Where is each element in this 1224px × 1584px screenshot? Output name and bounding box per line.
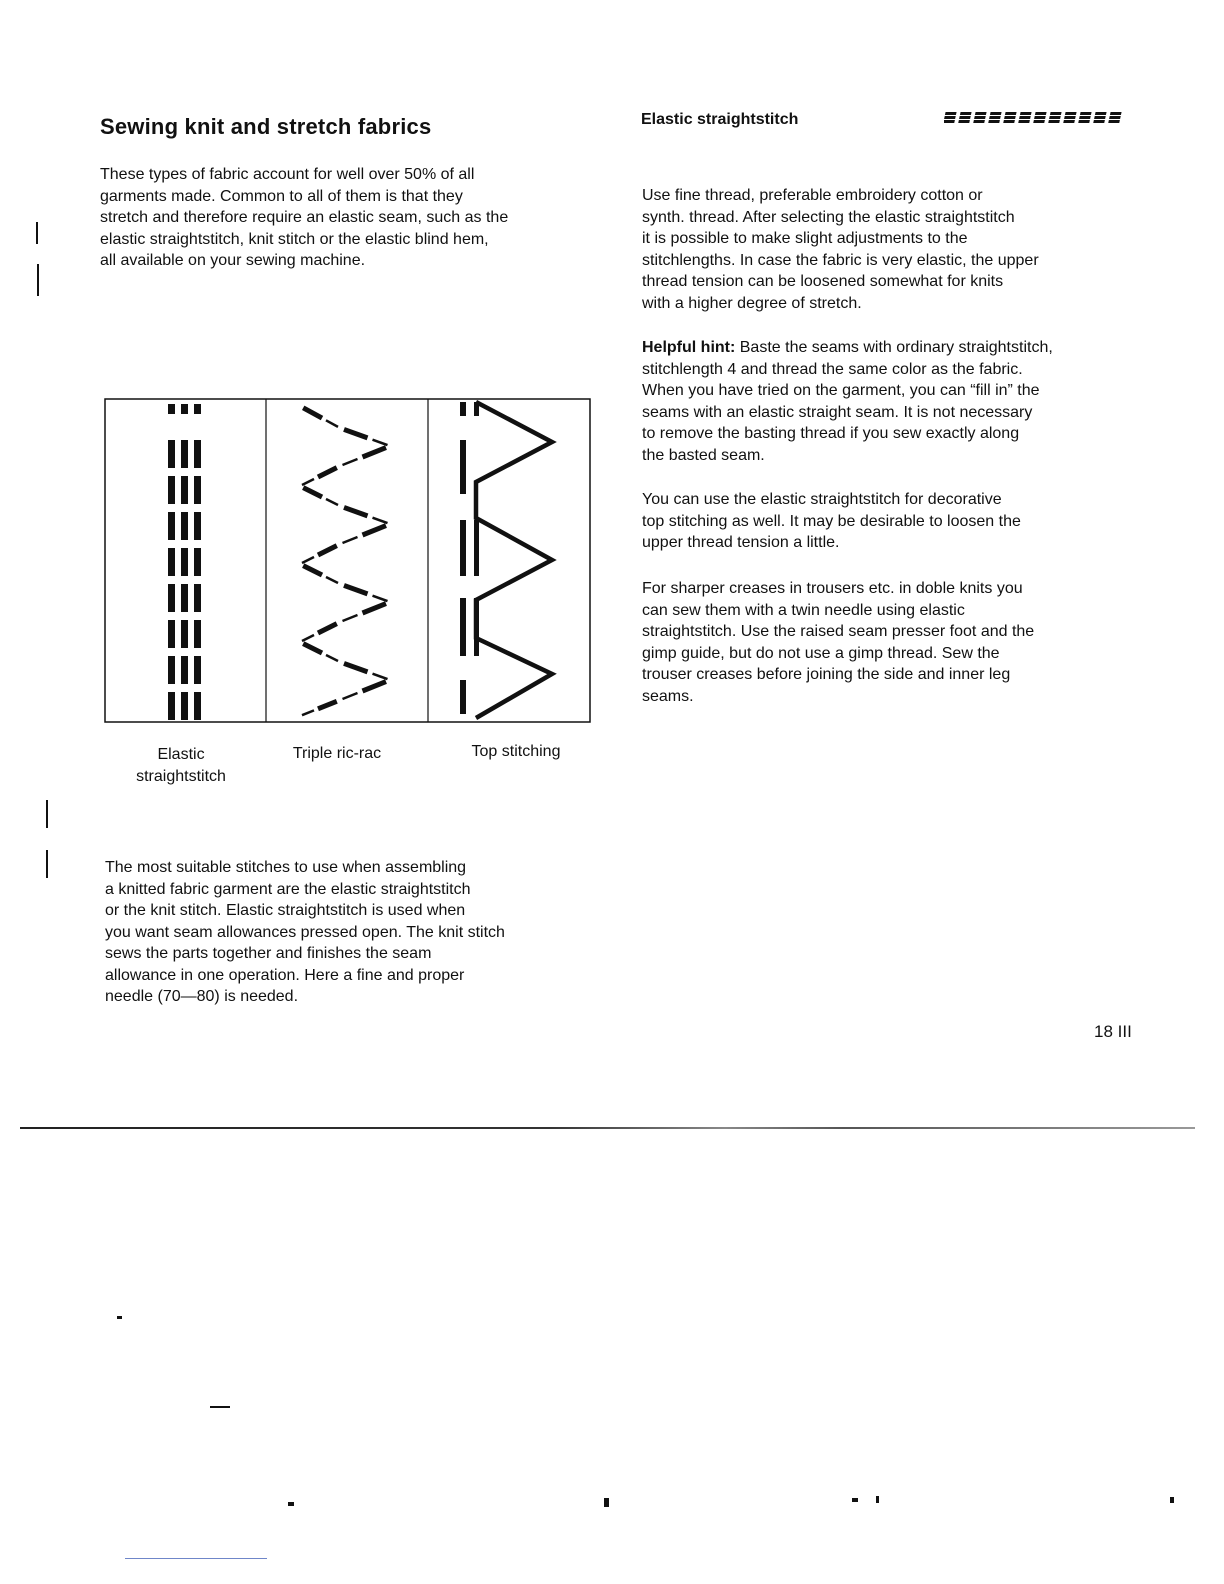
stitch-dash [168,548,175,576]
pattern-dash [1079,116,1091,119]
pattern-dash [1035,112,1047,115]
pattern-dash [1065,112,1077,115]
pattern-dash [973,120,985,123]
pattern-dash [1050,112,1062,115]
ricrac-stroke [373,440,388,445]
ricrac-stroke [363,526,387,535]
pattern-dash [944,116,956,119]
pattern-dash [1018,120,1030,123]
ricrac-stroke [303,408,322,418]
pattern-dash [990,112,1002,115]
triple-ric-rac-sample [302,408,388,715]
ricrac-stroke [302,557,314,563]
stitch-dash [168,476,175,504]
pattern-dash [1048,120,1060,123]
ricrac-stroke [373,596,388,601]
ricrac-stroke [326,499,338,505]
stitch-dash [181,440,188,468]
top-stitch-bar [460,402,466,416]
pattern-dash [1020,112,1032,115]
intro-paragraph: These types of fabric account for well over 50% of all garments made. Common to all of them is that they stretch and therefore require an elastic seam, such as the elastic straightstitch, knit stitch or the elastic blind hem, all available on your sewing machine. [100,166,509,269]
scan-mark [46,850,48,878]
scan-mark [46,800,48,828]
pattern-dash [1064,116,1076,119]
thread-paragraph: Use fine thread, preferable embroidery cotton or synth. thread. After selecting the elastic straightstitch it is possible to make slight adjustments to the stitchlengths. In case the fabric is very elastic, the upper thread tension can be loosened somewhat for knits with a higher degree of stretch. [642,187,1039,312]
pattern-dash [1063,120,1075,123]
stitch-dash [194,692,201,720]
scan-mark [36,222,38,244]
stitch-pattern-icon [944,110,1126,126]
stitch-dash [181,656,188,684]
stitch-dash [168,620,175,648]
stitch-dash [168,440,175,468]
scan-speck [117,1316,122,1319]
top-stitch-bar [460,520,466,576]
decorative-paragraph: You can use the elastic straightstitch for decorative top stitching as well. It may be desirable to loosen the upper thread tension a little. [642,491,1021,551]
pattern-dash [944,120,955,123]
ricrac-stroke [373,518,388,523]
top-stitch-bar [460,680,466,714]
ricrac-stroke [343,615,358,621]
helpful-hint-paragraph [642,337,1122,466]
ricrac-stroke [303,644,322,653]
stitch-dash [181,512,188,540]
scan-speck [852,1498,858,1502]
pattern-dash [1004,116,1016,119]
scan-mark [37,264,39,296]
ricrac-stroke [326,577,338,583]
pattern-dash [960,112,972,115]
ricrac-stroke [302,635,314,641]
pattern-dash [1080,112,1092,115]
stitch-dash [194,620,201,648]
pattern-dash [975,112,987,115]
pattern-dash [1019,116,1031,119]
stitch-dash [181,476,188,504]
ricrac-stroke [344,507,368,515]
scan-speck [876,1496,879,1503]
stitch-dash [181,620,188,648]
page-title: Sewing knit and stretch fabrics [100,114,432,139]
elastic-straightstitch-sample [168,404,201,720]
pattern-dash [1049,116,1061,119]
pattern-dash [1109,116,1121,119]
stitch-dash [168,404,175,414]
stitch-dash [194,656,201,684]
pattern-dash [1108,120,1120,123]
stitch-dash [181,404,188,414]
ricrac-stroke [344,585,368,593]
ricrac-stroke [302,479,314,485]
stitch-dash [181,692,188,720]
pattern-dash [1078,120,1090,123]
stitch-dash [168,512,175,540]
scan-speck [288,1502,294,1506]
ricrac-stroke [318,546,337,555]
scan-edge-line [20,1127,1195,1129]
pattern-dash [989,116,1001,119]
pattern-dash [958,120,970,123]
ricrac-stroke [303,566,322,575]
scan-blue-line [125,1558,267,1559]
pattern-dash [988,120,1000,123]
ricrac-stroke [344,429,368,437]
pattern-dash [974,116,986,119]
caption-elastic-straightstitch: Elastic straightstitch [136,746,226,785]
stitch-dash [181,548,188,576]
stitch-dash [168,584,175,612]
pattern-dash [1034,116,1046,119]
ricrac-stroke [344,663,368,671]
stitch-diagram [104,398,591,723]
ricrac-stroke [363,448,387,457]
ricrac-stroke [326,655,338,661]
pattern-dash [1093,120,1105,123]
stitch-dash [194,584,201,612]
ricrac-stroke [343,693,358,699]
top-stitching-sample [460,402,552,718]
top-stitch-bar [460,440,466,494]
pattern-dash [959,116,971,119]
top-stitch-zigzag [476,402,552,718]
top-stitch-bar [460,598,466,656]
pattern-dash [1110,112,1122,115]
top-stitch-bar [474,520,479,576]
ricrac-stroke [302,710,314,715]
hint-text: Baste the seams with ordinary straightstitch, stitchlength 4 and thread the same color as the fabric. When you have tried on the garment, you can “fill in” the seams with an elastic straight seam. It is not necessary to remove the basting thread if you sew exactly along the basted seam. [642,339,1053,464]
ricrac-stroke [363,682,387,691]
pattern-dash [1003,120,1015,123]
pattern-dash [1005,112,1017,115]
caption-triple-ric-rac: Triple ric-rac [292,745,382,762]
ricrac-stroke [343,459,358,465]
stitch-dash [194,512,201,540]
stitch-dash [194,440,201,468]
ricrac-stroke [373,674,388,679]
stitch-dash [194,404,201,414]
ricrac-stroke [318,624,337,633]
scan-speck [1170,1497,1174,1503]
stitch-dash [194,548,201,576]
stitch-dash [168,656,175,684]
creases-paragraph: For sharper creases in trousers etc. in doble knits you can sew them with a twin needle using elastic straightstitch. Use the raised seam presser foot and the gimp guide, but do not use a gimp thread. Sew the trouser creases before joining the side and inner leg seams. [642,580,1035,705]
assembly-paragraph: The most suitable stitches to use when assembling a knitted fabric garment are the elastic straightstitch or the knit stitch. Elastic straightstitch is used when you want seam allowances pressed open. The knit stitch sews the parts together and finishes the seam allowance in one operation. Here a fine and proper needle (70—80) is needed. [105,859,505,1005]
pattern-dash [1095,112,1107,115]
stitch-dash [168,692,175,720]
pattern-dash [1094,116,1106,119]
ricrac-stroke [343,537,358,543]
ricrac-stroke [318,468,337,477]
section-heading: Elastic straightstitch [641,111,799,128]
figure-frame [105,399,590,722]
hint-label: Helpful hint: [642,339,736,356]
ricrac-stroke [326,420,338,427]
ricrac-stroke [363,604,387,613]
scan-speck [210,1406,230,1408]
stitch-dash [194,476,201,504]
ricrac-stroke [303,488,322,497]
ricrac-stroke [318,701,337,709]
stitch-dash [181,584,188,612]
pattern-dash [945,112,957,115]
page-number: 18 III [1094,1022,1132,1041]
caption-top-stitching: Top stitching [471,743,561,760]
pattern-dash [1033,120,1045,123]
scan-speck [604,1498,609,1507]
